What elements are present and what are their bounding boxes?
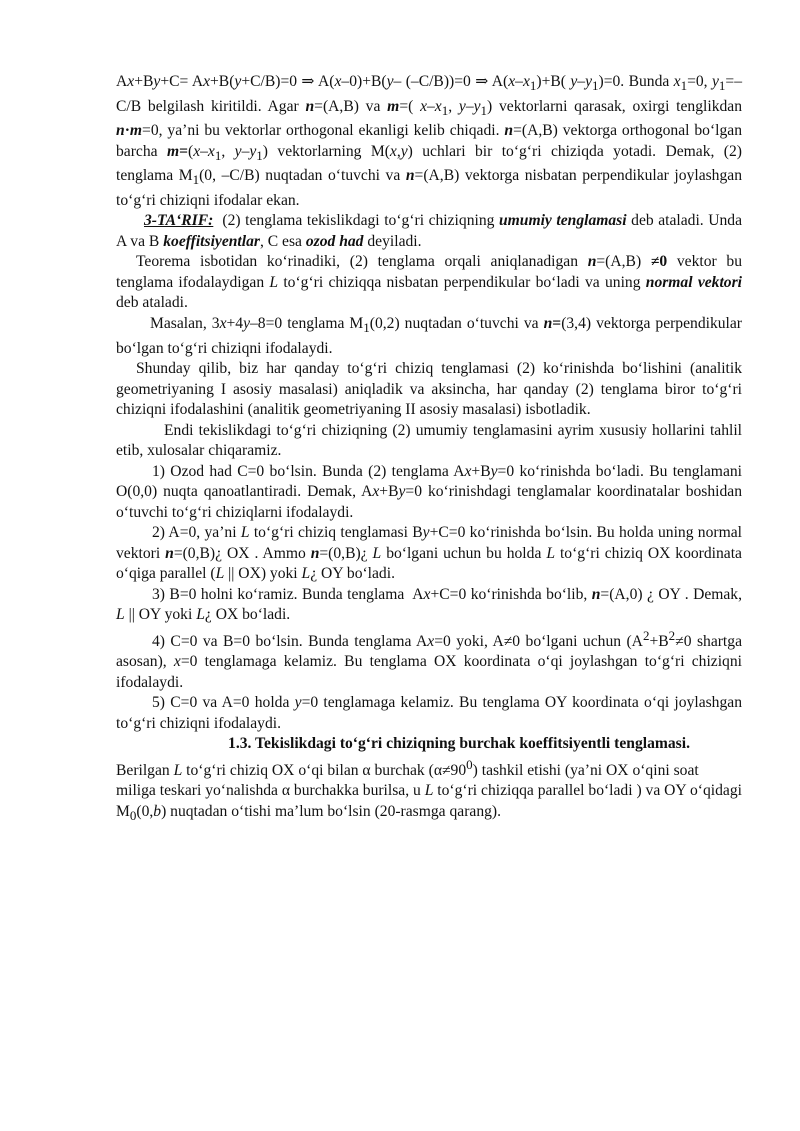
paragraph-special-cases-intro: Endi tekislikdagi to‘g‘ri chiziqning (2) umumiy tenglamasini ayrim xususiy hollarini tahlil etib, xulosalar chiqaramiz.	[116, 421, 742, 460]
case-5: 5) C=0 va A=0 holda y=0 tenglamaga kelamiz. Bu tenglama OY koordinata o‘qi joylashgan to‘g‘ri chiziqni ifodalaydi.	[116, 694, 742, 732]
document-page	[116, 72, 742, 827]
case-3: 3) B=0 holni ko‘ramiz. Bunda tenglama Ax+C=0 ko‘rinishda bo‘lib, n=(A,0) ¿ OY . Demak, L || OY yoki L¿ OX bo‘ladi.	[116, 585, 742, 624]
paragraph-normal-vector: Teorema isbotidan ko‘rinadiki, (2) tenglama orqali aniqlanadigan n=(A,B) ≠0 vektor bu tenglama ifodalaydigan L to‘g‘ri chiziqqa nisbatan perpendikular bo‘ladi va uning normal vektori deb ataladi.	[116, 253, 743, 312]
paragraph-example: Masalan, 3x+4y–8=0 tenglama $M_1(0,2)$ nuqtadan o‘tuvchi va n=(3,4) vektorga perpendikular bo‘lgan to‘g‘ri chiziqni ifodalaydi.	[116, 314, 742, 357]
section-heading-1-3: 1.3. Tekislikdagi to‘g‘ri chiziqning burchak koeffitsiyentli tenglamasi.	[228, 735, 690, 753]
paragraph-summary: Shunday qilib, biz har qanday to‘g‘ri chiziq tenglamasi (2) ko‘rinishda bo‘lishini (analitik geometriyaning I asosiy masalasi) aniqladik va aksincha, har qanday (2) tenglama biror to‘g‘ri chiziqni ifodalashini (analitik geometriyaning II asosiy masalasi) isbotladik.	[116, 360, 742, 419]
case-2: 2) A=0, ya’ni L to‘g‘ri chiziq tenglamasi By+C=0 ko‘rinishda bo‘lsin. Bu holda uning normal vektori n=(0,B)¿ OX . Ammo n=(0,B)¿ L bo‘lgani uchun bu holda L to‘g‘ri chiziq OX koordinata o‘qiga parallel (L || OX) yoki L¿ OY bo‘ladi.	[116, 524, 742, 583]
case-4: 4) C=0 va B=0 bo‘lsin. Bunda tenglama Ax=0 yoki, A≠0 bo‘lgani uchun ($A^2+B^2\ne 0$ shartga asosan), x=0 tenglamaga kelamiz. Bu tenglama OX koordinata o‘qi joylashgan to‘g‘ri chiziqni ifodalaydi.	[116, 627, 742, 691]
paragraph-proof-end: Ax+By+C= Ax+B(y+C/B)=0 ⇒ A(x–0)+B(y– (–C/B))=0 ⇒ $A(x-x_1)+B$( $y-y_1)=0$. Bunda $x_1=0$, $y_1=-C/B$ belgilash kiritildi. Agar n=(A,B) va m=( $x-x_1$, $y-y_1$) vektorlarni qarasak, oxirgi tenglikdan n·m=0, ya’ni bu vektorlar orthogonal ekanligi kelib chiqadi. n=(A,B) vektorga orthogonal bo‘lgan barcha $m=(x-x_1$, $y-y_1$) vektorlarning M(x,y) uchlari bir to‘g‘ri chiziqda yotadi. Demak, (2) tenglama $M_1(0$, –C/B) nuqtadan o‘tuvchi va n=(A,B) vektorga nisbatan perpendikular joylashgan to‘g‘ri chiziqni ifodalar ekan.	[116, 73, 743, 209]
definition-3: 3-TA‘RIF: (2) tenglama tekislikdagi to‘g‘ri chiziqning umumiy tenglamasi deb ataladi. Unda A va B koeffitsiyentlar, C esa ozod had deyiladi.	[116, 212, 743, 250]
case-1: 1) Ozod had C=0 bo‘lsin. Bunda (2) tenglama Ax+By=0 ko‘rinishda bo‘ladi. Bu tenglamani O(0,0) nuqta qanoatlantiradi. Demak, Ax+By=0 ko‘rinishdagi tenglamalar koordinatalar boshidan o‘tuvchi to‘g‘ri chiziqlarni ifodalaydi.	[116, 462, 742, 521]
paragraph-slope-intro: Berilgan L to‘g‘ri chiziq OX o‘qi bilan α burchak $(\alpha\ne 90^0)$ tashkil etishi (ya’ni OX o‘qini soat miliga teskari yo‘nalishda α burchakka burilsa, u L to‘g‘ri chiziqqa parallel bo‘ladi ) va OY o‘qidagi $M_0(0,b)$ nuqtadan o‘tishi ma’lum bo‘lsin (20-rasmga qarang).	[116, 756, 742, 824]
